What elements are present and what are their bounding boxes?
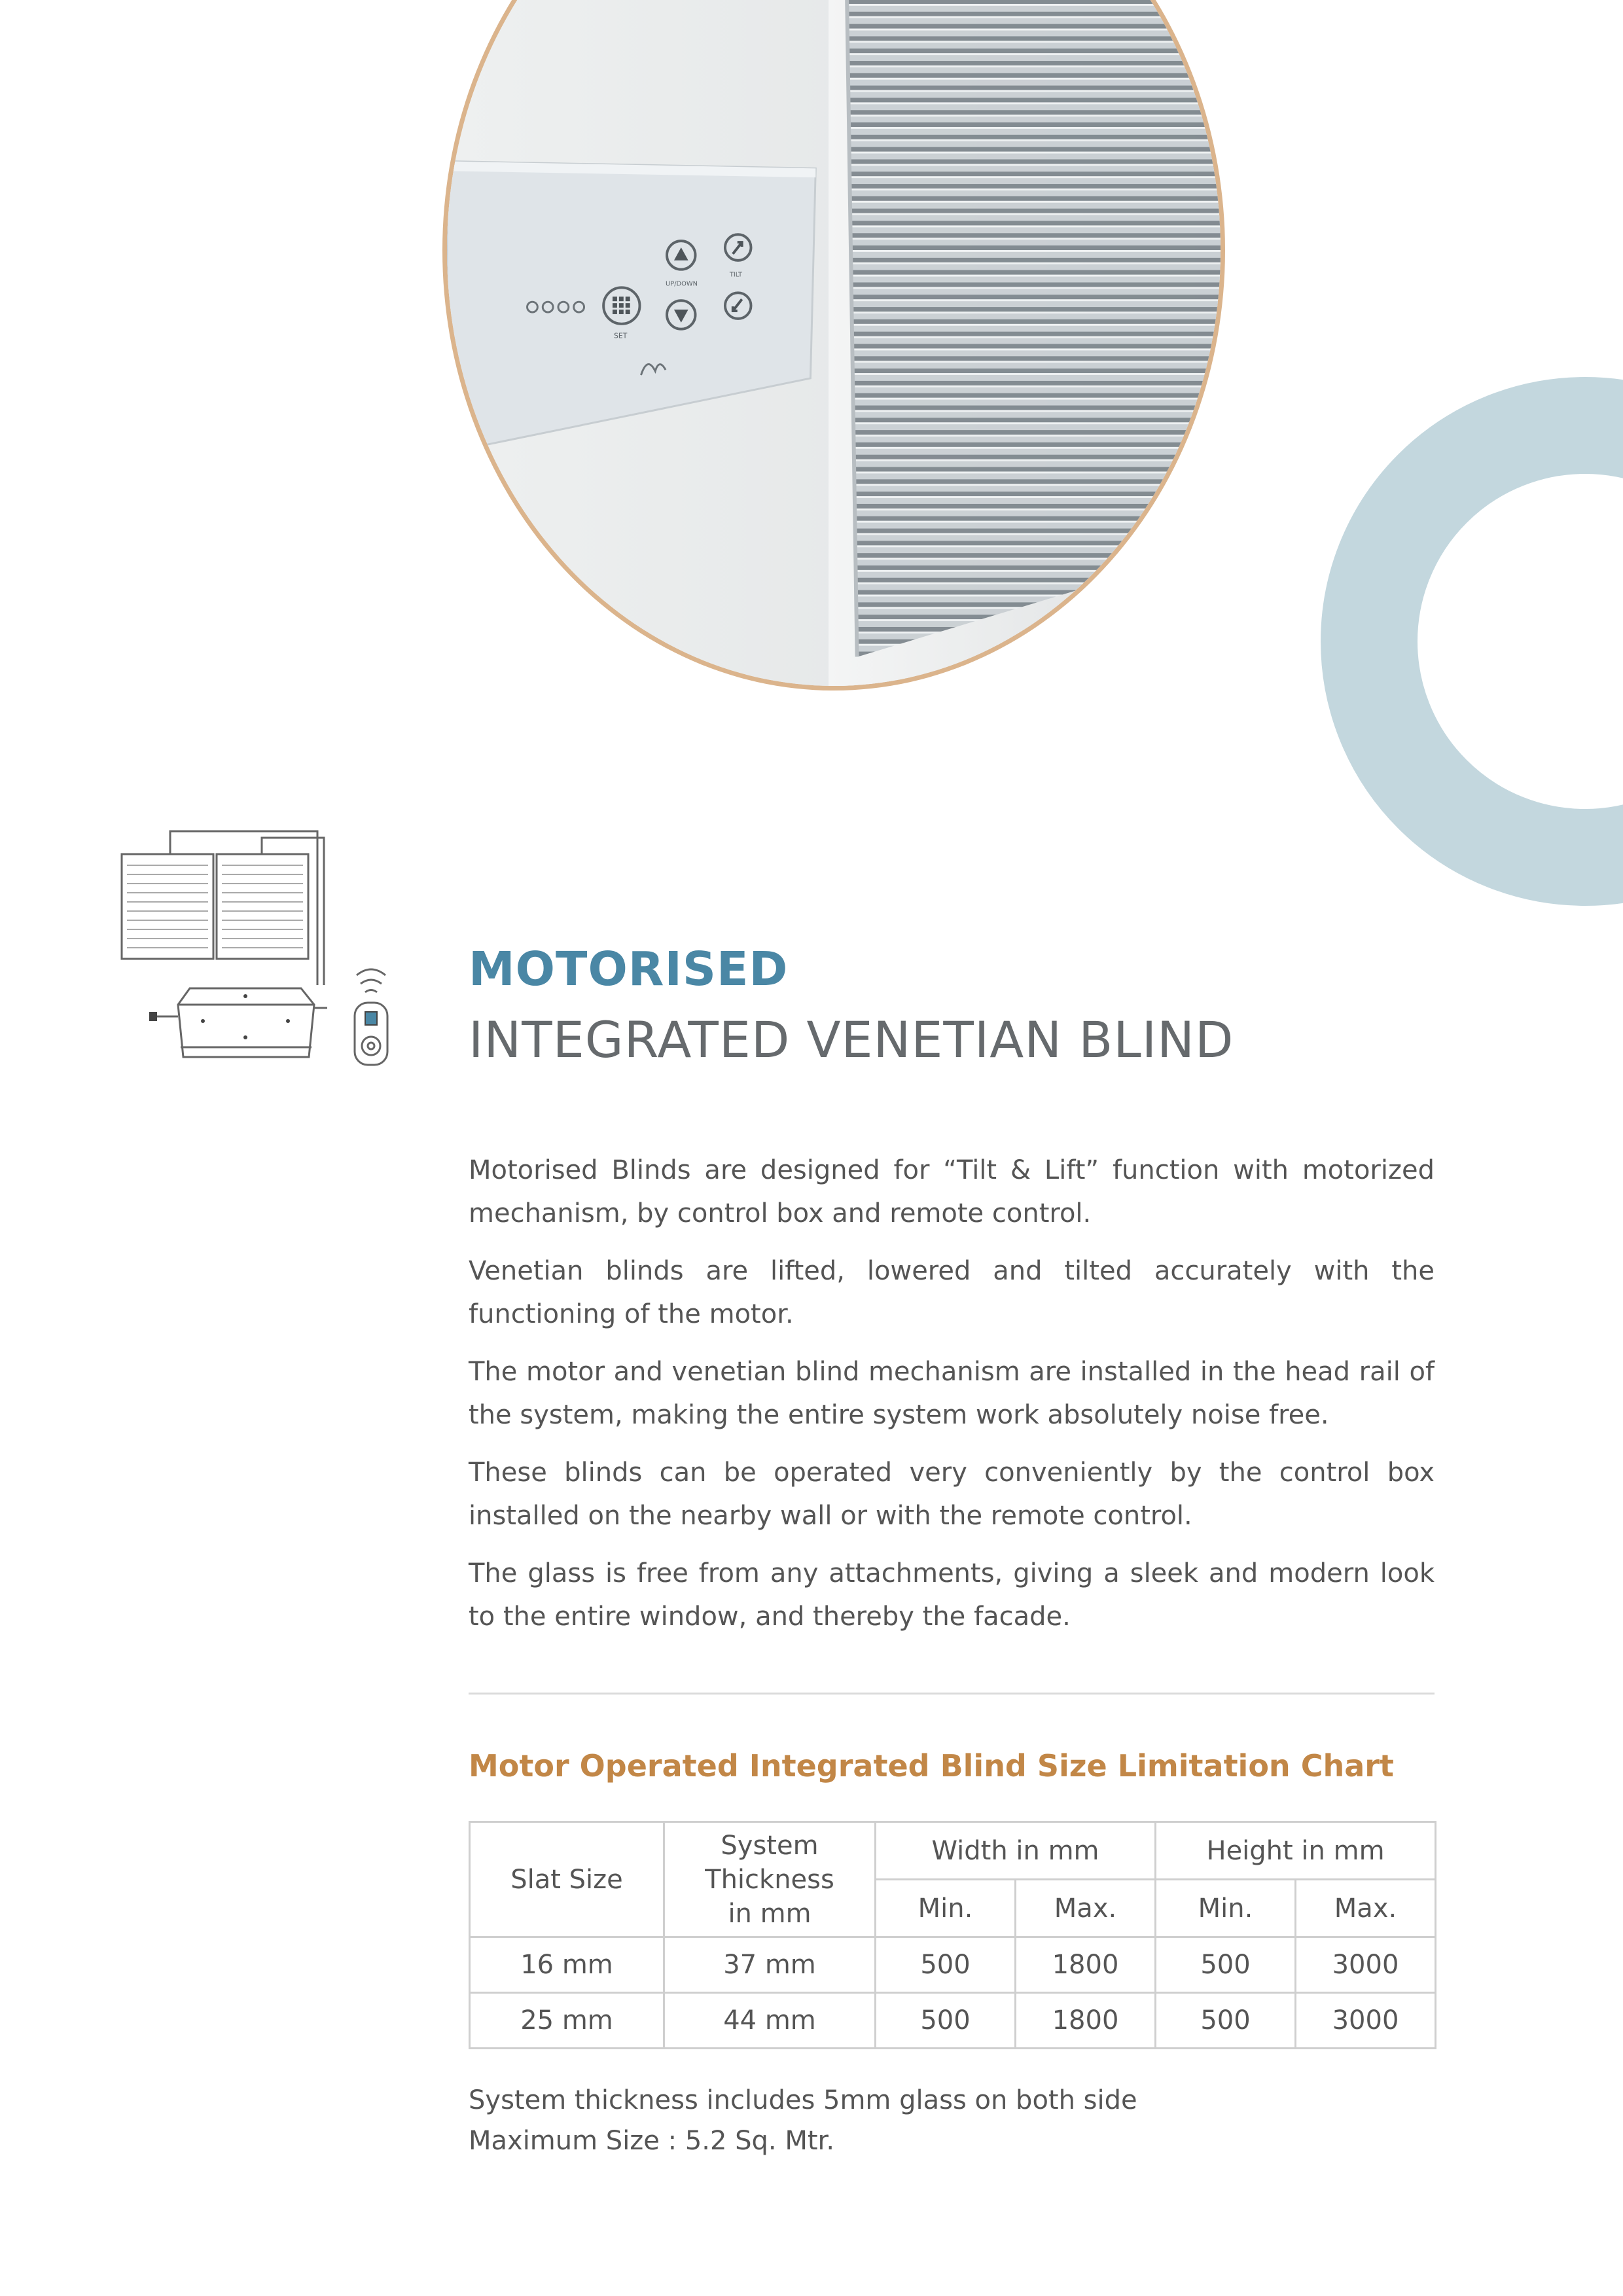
table-notes — [469, 2080, 1137, 2161]
tilt-label: TILT — [729, 271, 742, 279]
cell-thickness: 44 mm — [664, 1993, 876, 2049]
set-label: SET — [613, 331, 628, 340]
description — [469, 1149, 1435, 1653]
description-paragraph: The glass is free from any attachments, giving a sleek and modern look to the entire window, and thereby the facade. — [469, 1558, 1435, 1632]
page-title: MOTORISED — [469, 942, 789, 996]
header-width: Width in mm — [876, 1822, 1156, 1880]
description-paragraph: Motorised Blinds are designed for “Tilt & Lift” function with motorized mechanism, by control box and remote control. — [469, 1155, 1435, 1229]
header-width-min: Min. — [876, 1880, 1016, 1937]
cell-width-max: 1800 — [1016, 1937, 1156, 1993]
cell-height-min: 500 — [1156, 1993, 1296, 2049]
cell-width-min: 500 — [876, 1993, 1016, 2049]
header-thickness-line: System — [721, 1830, 819, 1861]
size-limitation-table — [469, 1821, 1436, 2049]
header-width-max: Max. — [1016, 1880, 1156, 1937]
motorised-blind-icon — [118, 825, 406, 1067]
chart-title: Motor Operated Integrated Blind Size Limitation Chart — [469, 1748, 1394, 1784]
cell-slat: 25 mm — [470, 1993, 664, 2049]
header-thickness-line: Thickness — [705, 1864, 834, 1895]
header-height: Height in mm — [1156, 1822, 1436, 1880]
cell-height-max: 3000 — [1296, 1993, 1436, 2049]
header-thickness — [664, 1822, 876, 1937]
table-row — [470, 1937, 1436, 1993]
cell-height-max: 3000 — [1296, 1937, 1436, 1993]
header-slat-size: Slat Size — [470, 1822, 664, 1937]
cell-slat: 16 mm — [470, 1937, 664, 1993]
description-paragraph: Venetian blinds are lifted, lowered and tilted accurately with the functioning of the motor. — [469, 1256, 1435, 1329]
description-paragraph: The motor and venetian blind mechanism are installed in the head rail of the system, making the entire system work absolutely noise free. — [469, 1357, 1435, 1430]
section-divider — [469, 1693, 1435, 1695]
note-line: Maximum Size : 5.2 Sq. Mtr. — [469, 2126, 835, 2156]
note-line: System thickness includes 5mm glass on both side — [469, 2085, 1137, 2115]
hero-illustration — [447, 0, 1221, 686]
up-down-label: UP/DOWN — [666, 280, 698, 288]
cell-thickness: 37 mm — [664, 1937, 876, 1993]
cell-height-min: 500 — [1156, 1937, 1296, 1993]
description-paragraph: These blinds can be operated very conveniently by the control box installed on the nearby wall or with the remote control. — [469, 1458, 1435, 1531]
cell-width-min: 500 — [876, 1937, 1016, 1993]
hero-photo — [442, 0, 1225, 691]
header-thickness-line: in mm — [728, 1898, 812, 1929]
page-subtitle: INTEGRATED VENETIAN BLIND — [469, 1011, 1234, 1069]
cell-width-max: 1800 — [1016, 1993, 1156, 2049]
table-row — [470, 1993, 1436, 2049]
decorative-ring — [1321, 377, 1623, 906]
header-height-min: Min. — [1156, 1880, 1296, 1937]
header-height-max: Max. — [1296, 1880, 1436, 1937]
